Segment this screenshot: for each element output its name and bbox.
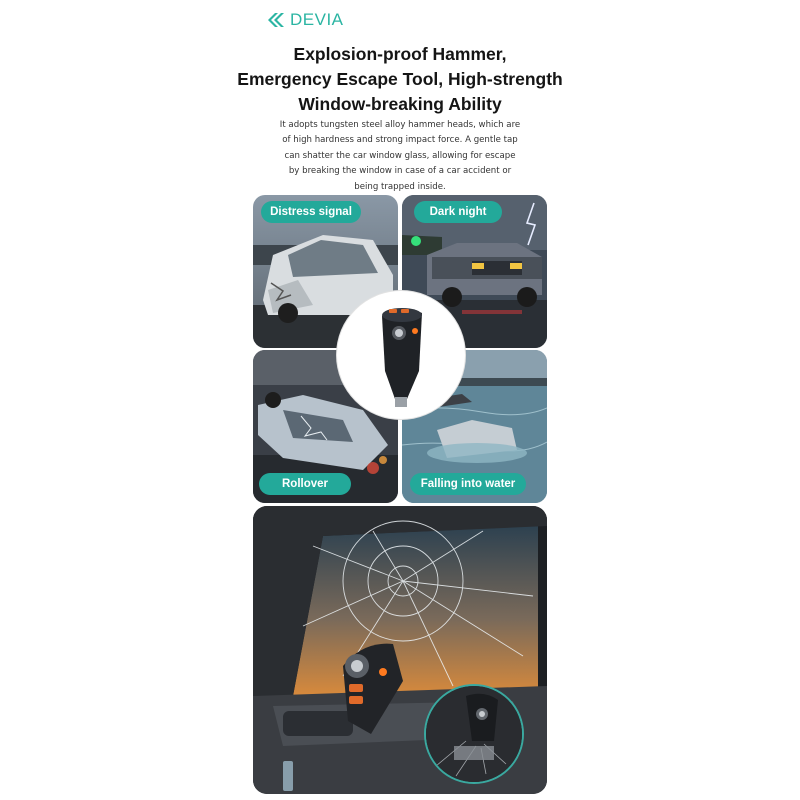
tag-distress-signal: Distress signal: [261, 201, 361, 223]
tag-falling-into-water: Falling into water: [410, 473, 526, 495]
tag-dark-night: Dark night: [414, 201, 502, 223]
title-line-3: Window-breaking Ability: [298, 94, 502, 114]
description-line-5: being trapped inside.: [354, 181, 446, 192]
description-line-3: can shatter the car window glass, allowing for escape: [284, 150, 516, 161]
title-line-1: Explosion-proof Hammer,: [293, 44, 507, 64]
hammer-closeup: [426, 686, 522, 782]
brand-logo: [266, 10, 344, 30]
hammer-closeup-inset: [424, 684, 524, 784]
tag-rollover: Rollover: [259, 473, 351, 495]
title-line-2: Emergency Escape Tool, High-strength: [237, 69, 563, 89]
page-title: [200, 42, 600, 117]
car-charger-hammer-product: [337, 291, 465, 419]
description-line-4: by breaking the window in case of a car accident or: [288, 166, 512, 177]
brand-name: DEVIA: [290, 10, 344, 29]
description-line-1: It adopts tungsten steel alloy hammer heads, which are: [279, 120, 521, 130]
product-image-circle: [337, 291, 465, 419]
description-line-2: of high hardness and strong impact force. A gentle tap: [282, 135, 518, 146]
product-description: [268, 118, 532, 195]
devia-logo-icon: [266, 12, 286, 28]
